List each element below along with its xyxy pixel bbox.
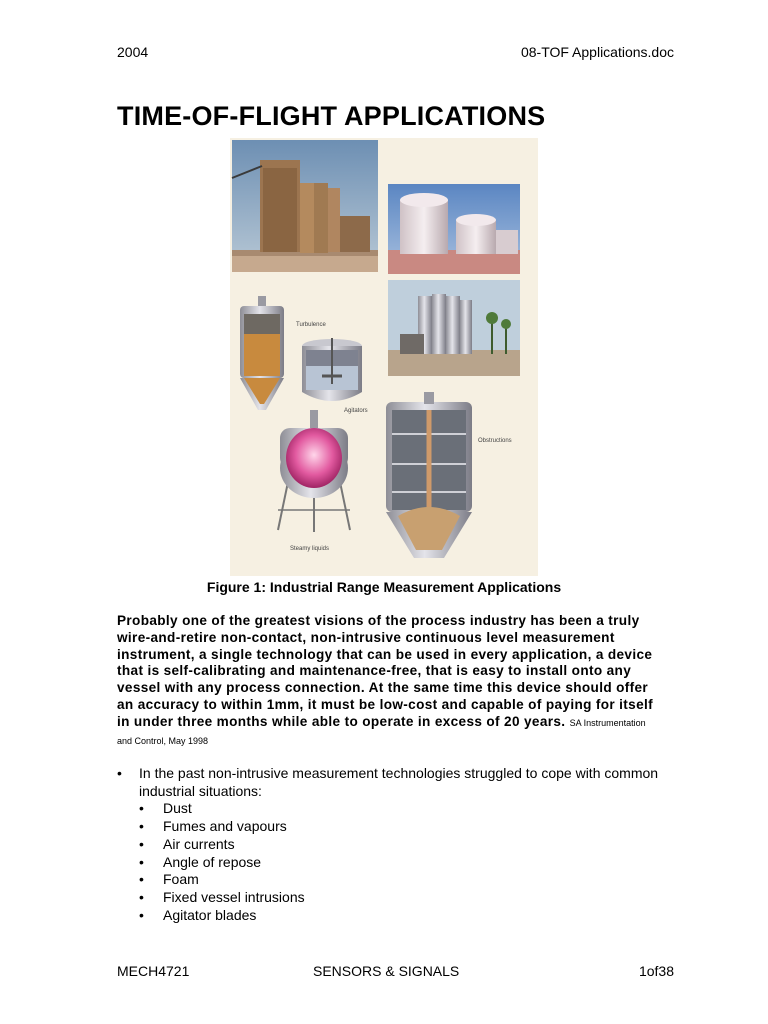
bullet-dot-icon: • xyxy=(139,835,144,852)
photo-white-tanks xyxy=(388,184,520,274)
bullet-dot-icon: • xyxy=(139,800,144,817)
label-turbulence: Turbulence xyxy=(296,322,326,328)
list-item xyxy=(139,889,677,907)
bullet-dot-icon: • xyxy=(117,765,122,781)
quote-body: Probably one of the greatest visions of the process industry has been a truly wire-and-retire non-contact, non-intrusive continuous level measurement instrument, a single technology that can be used in every application, a device that is self-calibrating and maintenance-free, that is easy to install onto any vessel with any process connection. At the same time this device should offer an accuracy to within 1mm, it must be low-cost and capable of paying for itself in under three months while able to operate in excess of 20 years. xyxy=(117,613,654,729)
list-item-label: Angle of repose xyxy=(163,853,262,870)
label-obstructions: Obstructions xyxy=(478,438,512,444)
list-item-label: Fixed vessel intrusions xyxy=(163,888,305,905)
footer-page-number: 1of38 xyxy=(638,963,674,979)
list-item xyxy=(139,836,677,854)
header-year: 2004 xyxy=(117,44,149,60)
bullet-dot-icon: • xyxy=(139,818,144,835)
list-item-label: Fumes and vapours xyxy=(163,818,287,835)
quote-citation: SA Instrumentation and Control, May 1998 xyxy=(117,717,646,746)
bullet-main xyxy=(117,765,677,924)
bullet-dot-icon: • xyxy=(139,853,144,870)
label-agitators: Agitators xyxy=(344,408,368,414)
photo-concrete-silos xyxy=(232,140,378,272)
photo-steel-silos xyxy=(388,280,520,376)
list-item xyxy=(139,907,677,925)
list-item-label: Air currents xyxy=(163,835,235,852)
bullet-main-text: In the past non-intrusive measurement technologies struggled to cope with common industrial situations: xyxy=(139,765,659,799)
label-steamy: Steamy liquids xyxy=(290,546,330,552)
list-item xyxy=(139,800,677,818)
list-item xyxy=(139,871,677,889)
drawing-obstruction-silo xyxy=(386,392,472,558)
page-title: TIME-OF-FLIGHT APPLICATIONS xyxy=(117,101,546,131)
bullet-dot-icon: • xyxy=(139,888,144,905)
header-filename: 08-TOF Applications.doc xyxy=(520,44,674,60)
list-item-label: Foam xyxy=(163,871,199,888)
list-item-label: Agitator blades xyxy=(163,906,257,923)
sub-bullet-list xyxy=(139,800,677,924)
figure-caption: Figure 1: Industrial Range Measurement Applications xyxy=(206,579,562,595)
footer-course-name: SENSORS & SIGNALS xyxy=(313,963,460,979)
quote-paragraph xyxy=(117,613,662,749)
list-item xyxy=(139,854,677,872)
bullet-dot-icon: • xyxy=(139,906,144,923)
figure-image xyxy=(230,138,538,576)
bullet-list xyxy=(117,765,677,924)
drawing-agitator-tank xyxy=(302,338,362,401)
drawing-steamy-vessel xyxy=(278,410,350,532)
footer-course-code: MECH4721 xyxy=(117,963,190,979)
list-item xyxy=(139,818,677,836)
drawing-turbulence-silo xyxy=(240,296,284,410)
list-item-label: Dust xyxy=(163,800,192,817)
bullet-dot-icon: • xyxy=(139,871,144,888)
